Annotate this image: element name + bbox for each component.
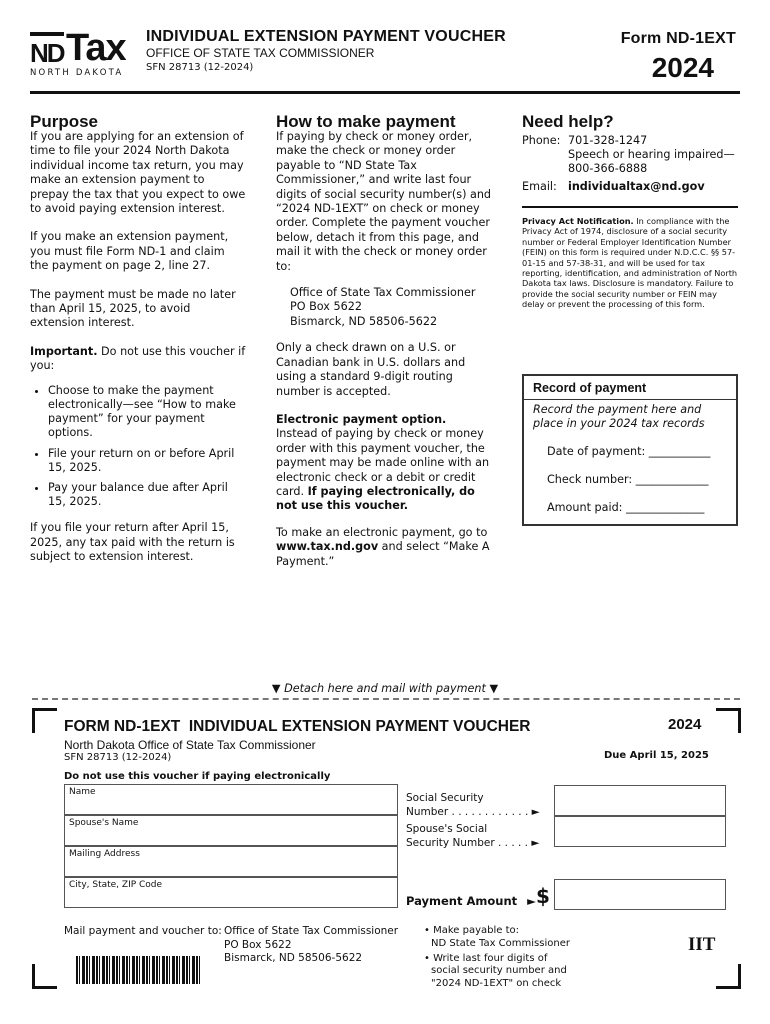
help-email-label: Email:	[522, 180, 557, 193]
arrow-icon: ►	[531, 806, 540, 818]
address-line: PO Box 5622	[290, 300, 362, 314]
header-rule	[30, 91, 740, 94]
purpose-paragraph-4: If you file your return after April 15, 2025, any tax paid with the return is subject to extension interest.	[30, 521, 235, 564]
purpose-paragraph-3: The payment must be made no later than April 15, 2025, to avoid extension interest.	[30, 287, 236, 330]
privacy-label: Privacy Act Notification.	[522, 216, 634, 226]
electronic-warning: If paying electronically, do not use this voucher.	[276, 484, 475, 513]
address-line: Bismarck, ND 58506-5622	[224, 952, 363, 964]
purpose-important	[30, 345, 246, 374]
ssn-label	[406, 791, 540, 819]
crop-mark-top-left	[32, 708, 57, 733]
crop-mark-top-right	[716, 708, 741, 733]
record-subtext: Record the payment here and place in your 2024 tax records	[533, 403, 705, 431]
ssn-label-line-1: Social Security	[406, 792, 484, 804]
electronic-text	[276, 427, 498, 513]
spouse-name-field[interactable]	[64, 815, 398, 846]
voucher-notes	[424, 925, 570, 991]
list-item: • Choose to make the payment electronically—see “How to make payment” for your payment options.	[48, 384, 246, 441]
spouse-ssn-label-line-2	[406, 836, 539, 850]
note-item: • Make payable to:	[424, 925, 519, 936]
privacy-text: In compliance with the Privacy Act of 1974, disclosure of a social security number or Federal Employer Identification Number (FEIN) on this form is required under N.D.C.C. §§ 57-01-15 and 57-38-31, and will be used for tax reporting, identification, and administration of North Dakota tax laws. Disclosure is mandatory. Failure to provide the social security number or FEIN may delay or prevent the processing of this form.	[522, 216, 738, 310]
voucher-office: North Dakota Office of State Tax Commissioner	[64, 738, 316, 752]
help-heading: Need help?	[522, 112, 614, 131]
detach-line[interactable]	[32, 698, 740, 700]
crop-mark-bottom-right	[716, 964, 741, 989]
help-phone-label: Phone:	[522, 134, 561, 147]
note-item: "2024 ND-1EXT" on check	[431, 978, 562, 990]
address-line: Office of State Tax Commissioner	[224, 925, 399, 937]
mailing-address-label: Mailing Address	[69, 849, 140, 859]
how-paragraph-2: Only a check drawn on a U.S. or Canadian bank in U.S. dollars and using a standard 9-digit routing number is accepted.	[276, 341, 466, 398]
form-year: 2024	[651, 52, 714, 83]
note-item: • Write last four digits of	[424, 952, 548, 964]
ssn-field[interactable]	[554, 785, 726, 816]
detach-instruction: ▼ Detach here and mail with payment ▼	[271, 682, 499, 695]
purpose-heading: Purpose	[30, 112, 99, 131]
help-speech-phone: 800-366-6888	[568, 162, 648, 175]
logo-state: NORTH DAKOTA	[30, 68, 124, 78]
how-heading: How to make payment	[276, 112, 456, 131]
address-line: PO Box 5622	[224, 938, 292, 951]
amount-paid-field[interactable]: Amount paid: ______________	[547, 501, 705, 514]
voucher-warning: Do not use this voucher if paying electronically	[64, 771, 331, 782]
check-number-field[interactable]: Check number: _____________	[547, 473, 709, 486]
how-p3-start: To make an electronic payment, go to	[276, 525, 488, 539]
list-item: • File your return on or before April 15, 2025.	[48, 447, 246, 475]
address-line: Bismarck, ND 58506-5622	[290, 314, 438, 328]
name-label: Name	[69, 787, 96, 797]
header-sfn: SFN 28713 (12-2024)	[146, 62, 254, 73]
dollar-sign: $	[536, 884, 550, 908]
electronic-heading: Electronic payment option.	[276, 412, 447, 426]
city-state-zip-field[interactable]	[64, 877, 398, 908]
purpose-column	[30, 130, 246, 565]
arrow-icon: ►	[531, 837, 540, 849]
note-item: ND State Tax Commissioner	[431, 937, 570, 949]
nd-tax-logo	[30, 27, 126, 80]
mailing-address-field[interactable]	[64, 846, 398, 877]
note-item: social security number and	[431, 965, 567, 977]
how-column	[276, 130, 498, 569]
barcode	[76, 956, 200, 984]
help-speech: Speech or hearing impaired—	[568, 148, 735, 161]
how-paragraph-1: If paying by check or money order, make the check or money order payable to “ND State Tax Commissioner,” and write last four digits of social security number(s) and “2024 ND-1EXT” on check or money order. Complete the payment voucher below, detach it from this page, and mail it with the check or money order to:	[276, 130, 492, 273]
important-label: Important.	[30, 344, 98, 358]
record-heading: Record of payment	[533, 381, 647, 395]
record-of-payment-box	[522, 374, 738, 526]
date-of-payment-field[interactable]: Date of payment: ___________	[547, 445, 711, 458]
note-text: Make payable to:	[433, 925, 519, 936]
important-text: Do not use this voucher if you:	[30, 344, 246, 373]
spouse-ssn-label-leader: Security Number . . . . .	[406, 837, 529, 849]
payment-amount-field[interactable]	[554, 879, 726, 910]
voucher-title: FORM ND-1EXT INDIVIDUAL EXTENSION PAYMENT VOUCHER	[64, 718, 531, 735]
voucher-due-date: Due April 15, 2025	[604, 750, 709, 761]
address-line: Office of State Tax Commissioner	[290, 286, 476, 300]
record-divider	[523, 399, 737, 400]
voucher-sfn: SFN 28713 (12-2024)	[64, 752, 172, 763]
form-number: Form ND-1EXT	[620, 30, 736, 47]
form-code: IIT	[688, 934, 716, 955]
help-rule	[522, 206, 738, 208]
mail-to-label: Mail payment and voucher to:	[64, 925, 222, 937]
logo-mark: ND	[30, 32, 64, 68]
help-email[interactable]: individualtax@nd.gov	[568, 180, 705, 193]
how-paragraph-3	[276, 526, 498, 569]
how-p3-end: and select “Make A Payment.”	[276, 540, 490, 568]
city-state-zip-label: City, State, ZIP Code	[69, 880, 163, 890]
voucher-year: 2024	[668, 716, 702, 733]
spouse-ssn-label-line-1: Spouse's Social	[406, 823, 488, 835]
ssn-label-line-2	[406, 805, 540, 819]
header-office: OFFICE OF STATE TAX COMMISSIONER	[146, 46, 375, 60]
arrow-icon: ►	[527, 894, 537, 908]
spouse-ssn-field[interactable]	[554, 816, 726, 847]
purpose-bullets	[30, 384, 246, 510]
logo-word: Tax	[66, 27, 126, 69]
purpose-paragraph-2: If you make an extension payment, you must file Form ND-1 and claim the payment on page 2, line 27.	[30, 230, 229, 273]
ssn-label-leader: Number . . . . . . . . . . . .	[406, 806, 529, 818]
name-field[interactable]	[64, 784, 398, 815]
list-item: • Pay your balance due after April 15, 2025.	[48, 481, 246, 509]
how-address	[276, 286, 498, 329]
tax-website-link[interactable]: www.tax.nd.gov	[276, 540, 379, 554]
help-phone: 701-328-1247	[568, 134, 648, 147]
header-title: INDIVIDUAL EXTENSION PAYMENT VOUCHER	[146, 28, 506, 45]
electronic-text-body: Instead of paying by check or money order with this payment voucher, the payment may be made online with an electronic check or a debit or credit card.	[276, 427, 490, 498]
payment-amount-label	[406, 894, 536, 908]
note-text: Write last four digits of	[433, 952, 548, 964]
crop-mark-bottom-left	[32, 964, 57, 989]
spouse-ssn-label	[406, 822, 539, 850]
privacy-notice	[522, 216, 738, 310]
spouse-name-label: Spouse's Name	[69, 818, 139, 828]
payment-amount-text: Payment Amount	[406, 894, 518, 908]
purpose-paragraph-1: If you are applying for an extension of time to file your 2024 North Dakota individual income tax return, you may make an extension payment to prepay the tax that you expect to owe to avoid paying extension interest.	[30, 130, 246, 216]
mail-to-address	[224, 925, 398, 966]
